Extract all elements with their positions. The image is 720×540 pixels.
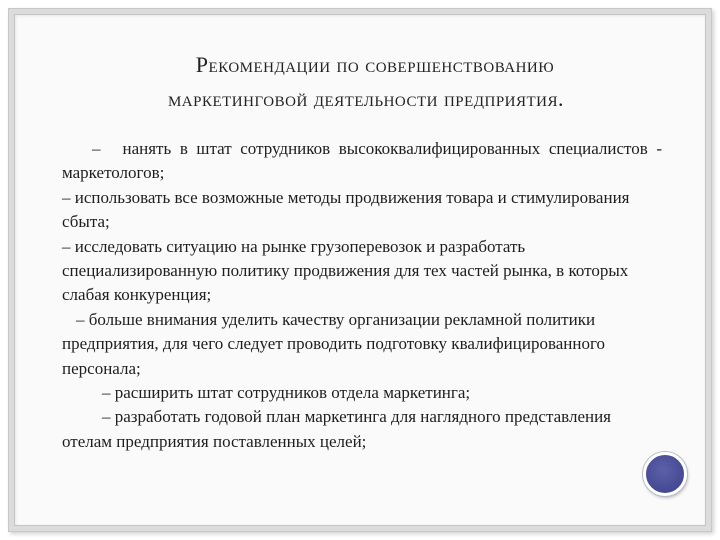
recommendation-item: – разработать годовой план маркетинга для наглядного представления отелам предприятия поставленных целей; [62,407,612,451]
item-dash: – [92,139,101,158]
circle-bullet-icon [643,452,687,496]
slide-title [0,48,720,116]
slide-title-line2: маркетинговой деятельности предприятия. [167,86,565,111]
recommendation-item [62,137,662,186]
slide-title-line1: Рекомендации по совершенствованию [195,52,555,77]
recommendations-list [62,137,662,454]
recommendation-item: – расширить штат сотрудников отдела маркетинга; [102,383,471,403]
item-text: в штат сотрудников высококвалифицированных специалистов - маркетологов; [62,139,662,183]
recommendation-item: – больше внимания уделить качеству организации рекламной политики предприятия, для чего следует проводить подготовку квалифицированного персонала; [62,309,606,378]
item-first-word: нанять [122,139,172,158]
recommendation-item: – исследовать ситуацию на рынке грузоперевозок и разработать специализированную политику продвижения для тех частей рынка, в которых слабая конкуренция; [62,236,629,305]
recommendation-item: – использовать все возможные методы продвижения товара и стимулирования сбыта; [62,187,630,232]
